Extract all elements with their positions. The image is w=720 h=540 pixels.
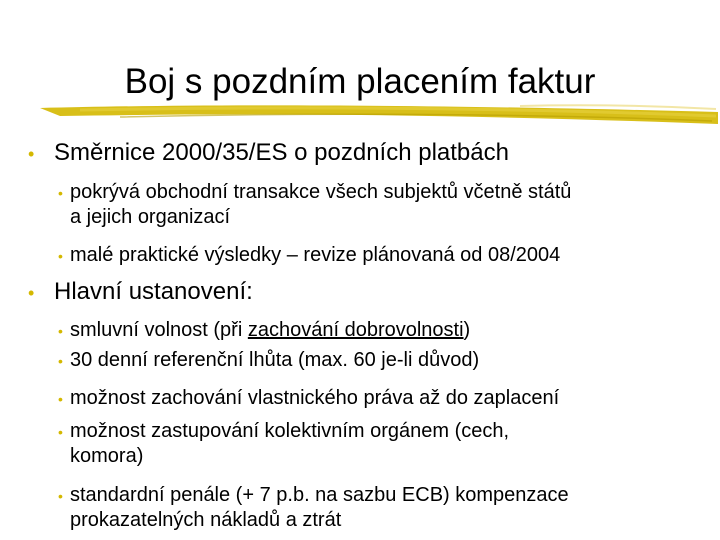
bullet-icon: • [58,391,63,407]
sub-point-text: standardní penále (+ 7 p.b. na sazbu ECB) kompenzace [70,484,569,506]
bullet-text: Hlavní ustanovení: [54,278,253,305]
sub-point-text-continued: komora) [70,445,144,467]
bullet-text: Směrnice 2000/35/ES o pozdních platbách [54,139,509,166]
sub-point-text: 30 denní referenční lhůta (max. 60 je-li důvod) [70,349,480,371]
sub-point-1-1 [58,180,571,229]
sub-point-text: smluvní volnost (při [70,319,248,341]
sub-point-2-4 [58,419,509,468]
title-underline-brush [0,0,720,140]
sub-point-text-suffix: ) [463,319,471,341]
bullet-icon: • [58,488,63,504]
bullet-icon: • [58,323,63,339]
sub-point-text: možnost zastupování kolektivním orgánem (cech, [70,420,510,442]
bullet-icon: • [28,283,35,303]
sub-point-text-continued: prokazatelných nákladů a ztrát [70,509,342,531]
sub-point-2-5 [58,483,569,532]
slide-title: Boj s pozdním placením faktur [124,62,596,101]
sub-point-text: malé praktické výsledky – revize plánovaná od 08/2004 [70,244,561,266]
sub-point-text-continued: a jejich organizací [70,206,231,228]
bullet-icon: • [58,424,63,440]
bullet-point-2 [28,277,253,308]
sub-point-1-2 [58,243,560,268]
sub-point-text: možnost zachování vlastnického práva až do zaplacení [70,387,560,409]
bullet-point-1 [28,138,509,169]
sub-point-2-2 [58,348,479,373]
bullet-icon: • [58,248,63,264]
bullet-icon: • [58,353,63,369]
sub-point-text: pokrývá obchodní transakce všech subjektů včetně států [70,181,572,203]
underlined-text: zachování dobrovolnosti [247,319,464,341]
sub-point-2-3 [58,386,559,411]
bullet-icon: • [28,144,35,164]
sub-point-2-1 [58,318,470,343]
bullet-icon: • [58,185,63,201]
